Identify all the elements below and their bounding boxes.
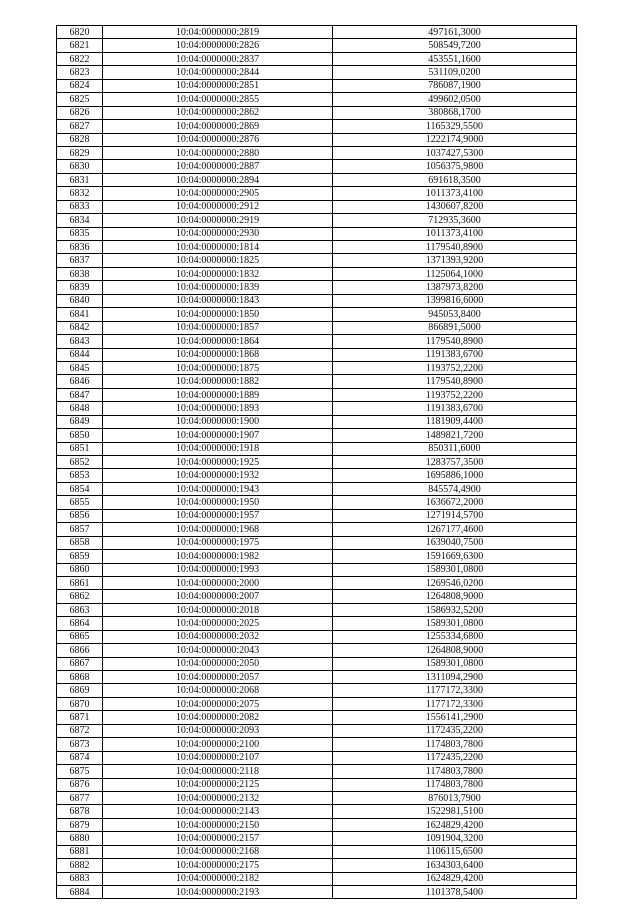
value-cell: 691618,3500 xyxy=(333,173,577,186)
value-cell: 1695886,1000 xyxy=(333,469,577,482)
value-cell: 1174803,7800 xyxy=(333,738,577,751)
table-row xyxy=(57,227,577,240)
row-number-cell: 6826 xyxy=(57,106,103,119)
cadastral-number-cell: 10:04:0000000:2869 xyxy=(103,120,333,133)
row-number-cell: 6858 xyxy=(57,536,103,549)
table-row xyxy=(57,308,577,321)
cadastral-number-cell: 10:04:0000000:2100 xyxy=(103,738,333,751)
value-cell: 1091904,3200 xyxy=(333,832,577,845)
value-cell: 1589301,0800 xyxy=(333,617,577,630)
cadastral-number-cell: 10:04:0000000:2132 xyxy=(103,791,333,804)
value-cell: 1172435,2200 xyxy=(333,751,577,764)
table-body xyxy=(57,26,577,899)
cadastral-number-cell: 10:04:0000000:1875 xyxy=(103,361,333,374)
table-row xyxy=(57,791,577,804)
table-row xyxy=(57,52,577,65)
table-row xyxy=(57,241,577,254)
value-cell: 1011373,4100 xyxy=(333,187,577,200)
row-number-cell: 6873 xyxy=(57,738,103,751)
table-row xyxy=(57,872,577,885)
table-row xyxy=(57,886,577,899)
table-row xyxy=(57,711,577,724)
table-row xyxy=(57,66,577,79)
cadastral-number-cell: 10:04:0000000:1814 xyxy=(103,241,333,254)
table-row xyxy=(57,335,577,348)
value-cell: 1191383,6700 xyxy=(333,348,577,361)
value-cell: 1255334,6800 xyxy=(333,630,577,643)
row-number-cell: 6820 xyxy=(57,26,103,39)
cadastral-number-cell: 10:04:0000000:1839 xyxy=(103,281,333,294)
value-cell: 1624829,4200 xyxy=(333,872,577,885)
table-row xyxy=(57,738,577,751)
row-number-cell: 6877 xyxy=(57,791,103,804)
cadastral-number-cell: 10:04:0000000:2851 xyxy=(103,79,333,92)
row-number-cell: 6841 xyxy=(57,308,103,321)
value-cell: 1556141,2900 xyxy=(333,711,577,724)
row-number-cell: 6832 xyxy=(57,187,103,200)
table-row xyxy=(57,590,577,603)
value-cell: 1589301,0800 xyxy=(333,657,577,670)
row-number-cell: 6852 xyxy=(57,456,103,469)
cadastral-number-cell: 10:04:0000000:2093 xyxy=(103,724,333,737)
table-row xyxy=(57,146,577,159)
row-number-cell: 6849 xyxy=(57,415,103,428)
cadastral-number-cell: 10:04:0000000:1950 xyxy=(103,496,333,509)
row-number-cell: 6866 xyxy=(57,644,103,657)
table-row xyxy=(57,563,577,576)
value-cell: 508549,7200 xyxy=(333,39,577,52)
value-cell: 1636672,2000 xyxy=(333,496,577,509)
row-number-cell: 6854 xyxy=(57,482,103,495)
row-number-cell: 6830 xyxy=(57,160,103,173)
table-row xyxy=(57,429,577,442)
table-row xyxy=(57,751,577,764)
cadastral-number-cell: 10:04:0000000:2043 xyxy=(103,644,333,657)
value-cell: 1056375,9800 xyxy=(333,160,577,173)
table-row xyxy=(57,778,577,791)
table-row xyxy=(57,644,577,657)
table-row xyxy=(57,832,577,845)
value-cell: 1269546,0200 xyxy=(333,576,577,589)
value-cell: 1430607,8200 xyxy=(333,200,577,213)
value-cell: 1193752,2200 xyxy=(333,388,577,401)
data-table xyxy=(56,25,577,899)
row-number-cell: 6837 xyxy=(57,254,103,267)
row-number-cell: 6865 xyxy=(57,630,103,643)
row-number-cell: 6847 xyxy=(57,388,103,401)
cadastral-number-cell: 10:04:0000000:2168 xyxy=(103,845,333,858)
table-row xyxy=(57,375,577,388)
table-row xyxy=(57,106,577,119)
row-number-cell: 6827 xyxy=(57,120,103,133)
table-row xyxy=(57,523,577,536)
row-number-cell: 6860 xyxy=(57,563,103,576)
cadastral-number-cell: 10:04:0000000:2057 xyxy=(103,671,333,684)
table-row xyxy=(57,818,577,831)
table-row xyxy=(57,133,577,146)
row-number-cell: 6836 xyxy=(57,241,103,254)
table-row xyxy=(57,550,577,563)
value-cell: 1165329,5500 xyxy=(333,120,577,133)
row-number-cell: 6833 xyxy=(57,200,103,213)
cadastral-number-cell: 10:04:0000000:1889 xyxy=(103,388,333,401)
cadastral-number-cell: 10:04:0000000:2000 xyxy=(103,576,333,589)
row-number-cell: 6875 xyxy=(57,765,103,778)
row-number-cell: 6829 xyxy=(57,146,103,159)
value-cell: 1586932,5200 xyxy=(333,603,577,616)
table-row xyxy=(57,576,577,589)
cadastral-number-cell: 10:04:0000000:1957 xyxy=(103,509,333,522)
cadastral-number-cell: 10:04:0000000:2018 xyxy=(103,603,333,616)
value-cell: 1125064,1000 xyxy=(333,267,577,280)
row-number-cell: 6863 xyxy=(57,603,103,616)
value-cell: 1222174,9000 xyxy=(333,133,577,146)
cadastral-number-cell: 10:04:0000000:2894 xyxy=(103,173,333,186)
table-row xyxy=(57,361,577,374)
table-row xyxy=(57,267,577,280)
cadastral-number-cell: 10:04:0000000:1943 xyxy=(103,482,333,495)
table-row xyxy=(57,26,577,39)
cadastral-number-cell: 10:04:0000000:2118 xyxy=(103,765,333,778)
cadastral-number-cell: 10:04:0000000:1900 xyxy=(103,415,333,428)
row-number-cell: 6868 xyxy=(57,671,103,684)
cadastral-number-cell: 10:04:0000000:2826 xyxy=(103,39,333,52)
table-row xyxy=(57,93,577,106)
value-cell: 1371393,9200 xyxy=(333,254,577,267)
row-number-cell: 6834 xyxy=(57,214,103,227)
table-row xyxy=(57,630,577,643)
cadastral-number-cell: 10:04:0000000:2862 xyxy=(103,106,333,119)
cadastral-number-cell: 10:04:0000000:1918 xyxy=(103,442,333,455)
table-row xyxy=(57,254,577,267)
row-number-cell: 6874 xyxy=(57,751,103,764)
row-number-cell: 6842 xyxy=(57,321,103,334)
table-row xyxy=(57,482,577,495)
cadastral-number-cell: 10:04:0000000:2844 xyxy=(103,66,333,79)
value-cell: 1174803,7800 xyxy=(333,778,577,791)
value-cell: 1101378,5400 xyxy=(333,886,577,899)
value-cell: 712935,3600 xyxy=(333,214,577,227)
cadastral-number-cell: 10:04:0000000:1825 xyxy=(103,254,333,267)
table-row xyxy=(57,321,577,334)
cadastral-number-cell: 10:04:0000000:2912 xyxy=(103,200,333,213)
cadastral-number-cell: 10:04:0000000:1850 xyxy=(103,308,333,321)
value-cell: 1264808,9000 xyxy=(333,644,577,657)
table-row xyxy=(57,281,577,294)
value-cell: 876013,7900 xyxy=(333,791,577,804)
table-row xyxy=(57,187,577,200)
cadastral-number-cell: 10:04:0000000:2075 xyxy=(103,697,333,710)
cadastral-number-cell: 10:04:0000000:2025 xyxy=(103,617,333,630)
row-number-cell: 6823 xyxy=(57,66,103,79)
value-cell: 1489821,7200 xyxy=(333,429,577,442)
row-number-cell: 6844 xyxy=(57,348,103,361)
value-cell: 1264808,9000 xyxy=(333,590,577,603)
value-cell: 1267177,4600 xyxy=(333,523,577,536)
row-number-cell: 6845 xyxy=(57,361,103,374)
table-row xyxy=(57,456,577,469)
row-number-cell: 6848 xyxy=(57,402,103,415)
cadastral-number-cell: 10:04:0000000:2837 xyxy=(103,52,333,65)
row-number-cell: 6884 xyxy=(57,886,103,899)
value-cell: 1271914,5700 xyxy=(333,509,577,522)
table-row xyxy=(57,160,577,173)
row-number-cell: 6839 xyxy=(57,281,103,294)
cadastral-number-cell: 10:04:0000000:2182 xyxy=(103,872,333,885)
row-number-cell: 6846 xyxy=(57,375,103,388)
value-cell: 1193752,2200 xyxy=(333,361,577,374)
table-row xyxy=(57,617,577,630)
cadastral-number-cell: 10:04:0000000:2175 xyxy=(103,859,333,872)
table-row xyxy=(57,120,577,133)
cadastral-number-cell: 10:04:0000000:1882 xyxy=(103,375,333,388)
cadastral-number-cell: 10:04:0000000:1925 xyxy=(103,456,333,469)
row-number-cell: 6861 xyxy=(57,576,103,589)
value-cell: 1174803,7800 xyxy=(333,765,577,778)
row-number-cell: 6855 xyxy=(57,496,103,509)
table-row xyxy=(57,536,577,549)
row-number-cell: 6828 xyxy=(57,133,103,146)
value-cell: 1037427,5300 xyxy=(333,146,577,159)
row-number-cell: 6881 xyxy=(57,845,103,858)
row-number-cell: 6870 xyxy=(57,697,103,710)
cadastral-number-cell: 10:04:0000000:2876 xyxy=(103,133,333,146)
cadastral-number-cell: 10:04:0000000:2880 xyxy=(103,146,333,159)
cadastral-number-cell: 10:04:0000000:2007 xyxy=(103,590,333,603)
cadastral-number-cell: 10:04:0000000:2032 xyxy=(103,630,333,643)
cadastral-number-cell: 10:04:0000000:2068 xyxy=(103,684,333,697)
cadastral-number-cell: 10:04:0000000:2919 xyxy=(103,214,333,227)
row-number-cell: 6825 xyxy=(57,93,103,106)
table-row xyxy=(57,671,577,684)
value-cell: 866891,5000 xyxy=(333,321,577,334)
row-number-cell: 6876 xyxy=(57,778,103,791)
value-cell: 453551,1600 xyxy=(333,52,577,65)
row-number-cell: 6821 xyxy=(57,39,103,52)
table-row xyxy=(57,509,577,522)
value-cell: 1179540,8900 xyxy=(333,375,577,388)
value-cell: 497161,3000 xyxy=(333,26,577,39)
value-cell: 1106115,6500 xyxy=(333,845,577,858)
row-number-cell: 6840 xyxy=(57,294,103,307)
row-number-cell: 6879 xyxy=(57,818,103,831)
table-row xyxy=(57,805,577,818)
row-number-cell: 6859 xyxy=(57,550,103,563)
row-number-cell: 6853 xyxy=(57,469,103,482)
cadastral-number-cell: 10:04:0000000:1982 xyxy=(103,550,333,563)
table-row xyxy=(57,348,577,361)
value-cell: 1011373,4100 xyxy=(333,227,577,240)
row-number-cell: 6880 xyxy=(57,832,103,845)
value-cell: 1634303,6400 xyxy=(333,859,577,872)
row-number-cell: 6831 xyxy=(57,173,103,186)
cadastral-number-cell: 10:04:0000000:1868 xyxy=(103,348,333,361)
value-cell: 1399816,6000 xyxy=(333,294,577,307)
table-row xyxy=(57,496,577,509)
cadastral-number-cell: 10:04:0000000:1843 xyxy=(103,294,333,307)
cadastral-number-cell: 10:04:0000000:2855 xyxy=(103,93,333,106)
table-row xyxy=(57,402,577,415)
cadastral-number-cell: 10:04:0000000:1864 xyxy=(103,335,333,348)
value-cell: 1172435,2200 xyxy=(333,724,577,737)
value-cell: 1177172,3300 xyxy=(333,684,577,697)
row-number-cell: 6872 xyxy=(57,724,103,737)
table-row xyxy=(57,657,577,670)
row-number-cell: 6867 xyxy=(57,657,103,670)
table-row xyxy=(57,724,577,737)
value-cell: 1177172,3300 xyxy=(333,697,577,710)
cadastral-number-cell: 10:04:0000000:2157 xyxy=(103,832,333,845)
value-cell: 1591669,6300 xyxy=(333,550,577,563)
value-cell: 850311,6000 xyxy=(333,442,577,455)
table-row xyxy=(57,697,577,710)
table-row xyxy=(57,684,577,697)
value-cell: 1191383,6700 xyxy=(333,402,577,415)
value-cell: 1283757,3500 xyxy=(333,456,577,469)
row-number-cell: 6824 xyxy=(57,79,103,92)
cadastral-number-cell: 10:04:0000000:2905 xyxy=(103,187,333,200)
row-number-cell: 6843 xyxy=(57,335,103,348)
row-number-cell: 6878 xyxy=(57,805,103,818)
row-number-cell: 6857 xyxy=(57,523,103,536)
cadastral-number-cell: 10:04:0000000:1975 xyxy=(103,536,333,549)
table-row xyxy=(57,469,577,482)
table-row xyxy=(57,200,577,213)
cadastral-number-cell: 10:04:0000000:2143 xyxy=(103,805,333,818)
cadastral-number-cell: 10:04:0000000:2050 xyxy=(103,657,333,670)
table-row xyxy=(57,765,577,778)
cadastral-number-cell: 10:04:0000000:1857 xyxy=(103,321,333,334)
table-row xyxy=(57,415,577,428)
table-row xyxy=(57,845,577,858)
cadastral-number-cell: 10:04:0000000:1893 xyxy=(103,402,333,415)
value-cell: 1179540,8900 xyxy=(333,335,577,348)
row-number-cell: 6864 xyxy=(57,617,103,630)
value-cell: 1589301,0800 xyxy=(333,563,577,576)
cadastral-number-cell: 10:04:0000000:1993 xyxy=(103,563,333,576)
value-cell: 499602,0500 xyxy=(333,93,577,106)
value-cell: 786087,1900 xyxy=(333,79,577,92)
value-cell: 1179540,8900 xyxy=(333,241,577,254)
value-cell: 1387973,8200 xyxy=(333,281,577,294)
cadastral-number-cell: 10:04:0000000:2819 xyxy=(103,26,333,39)
value-cell: 531109,0200 xyxy=(333,66,577,79)
value-cell: 1522981,5100 xyxy=(333,805,577,818)
table-row xyxy=(57,173,577,186)
row-number-cell: 6862 xyxy=(57,590,103,603)
cadastral-number-cell: 10:04:0000000:2082 xyxy=(103,711,333,724)
row-number-cell: 6856 xyxy=(57,509,103,522)
cadastral-number-cell: 10:04:0000000:1907 xyxy=(103,429,333,442)
table-row xyxy=(57,603,577,616)
cadastral-number-cell: 10:04:0000000:2930 xyxy=(103,227,333,240)
value-cell: 1181909,4400 xyxy=(333,415,577,428)
row-number-cell: 6850 xyxy=(57,429,103,442)
row-number-cell: 6851 xyxy=(57,442,103,455)
row-number-cell: 6838 xyxy=(57,267,103,280)
cadastral-number-cell: 10:04:0000000:2107 xyxy=(103,751,333,764)
value-cell: 1311094,2900 xyxy=(333,671,577,684)
cadastral-number-cell: 10:04:0000000:2150 xyxy=(103,818,333,831)
value-cell: 380868,1700 xyxy=(333,106,577,119)
value-cell: 1624829,4200 xyxy=(333,818,577,831)
cadastral-number-cell: 10:04:0000000:2125 xyxy=(103,778,333,791)
table-row xyxy=(57,214,577,227)
table-row xyxy=(57,79,577,92)
cadastral-number-cell: 10:04:0000000:2887 xyxy=(103,160,333,173)
row-number-cell: 6882 xyxy=(57,859,103,872)
table-row xyxy=(57,294,577,307)
value-cell: 1639040,7500 xyxy=(333,536,577,549)
row-number-cell: 6883 xyxy=(57,872,103,885)
row-number-cell: 6822 xyxy=(57,52,103,65)
row-number-cell: 6869 xyxy=(57,684,103,697)
table-row xyxy=(57,388,577,401)
cadastral-number-cell: 10:04:0000000:1832 xyxy=(103,267,333,280)
row-number-cell: 6835 xyxy=(57,227,103,240)
value-cell: 945053,8400 xyxy=(333,308,577,321)
table-row xyxy=(57,442,577,455)
value-cell: 845574,4900 xyxy=(333,482,577,495)
cadastral-number-cell: 10:04:0000000:2193 xyxy=(103,886,333,899)
table-row xyxy=(57,859,577,872)
cadastral-number-cell: 10:04:0000000:1932 xyxy=(103,469,333,482)
row-number-cell: 6871 xyxy=(57,711,103,724)
table-row xyxy=(57,39,577,52)
cadastral-number-cell: 10:04:0000000:1968 xyxy=(103,523,333,536)
